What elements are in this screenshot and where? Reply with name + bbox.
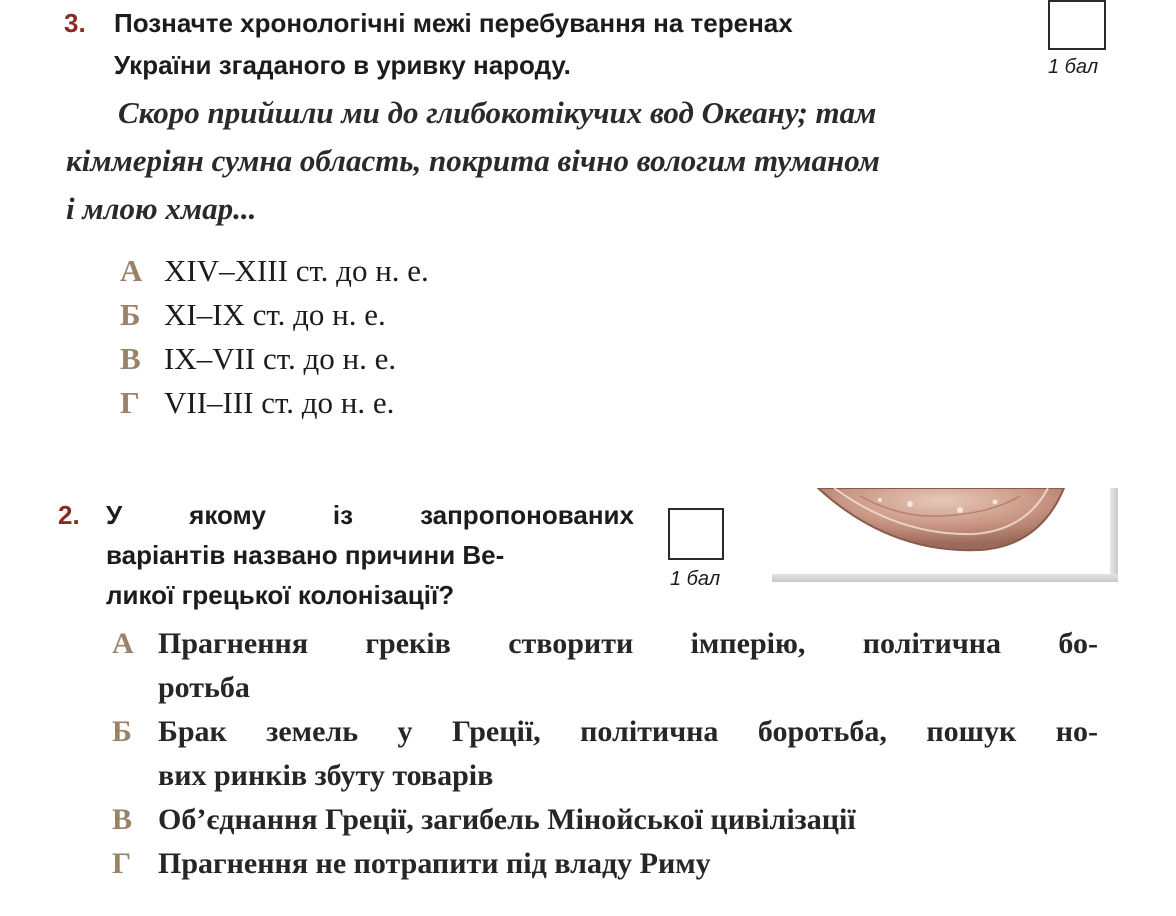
question-2-option-d[interactable] bbox=[112, 842, 711, 886]
question-2-score-box[interactable] bbox=[668, 508, 724, 560]
option-text: IX–VII ст. до н. е. bbox=[164, 341, 397, 376]
option-letter: Г bbox=[112, 847, 132, 880]
question-2-score-label: 1 бал bbox=[670, 568, 721, 590]
question-3-option-c[interactable] bbox=[120, 338, 396, 380]
panel-shadow-bottom bbox=[772, 574, 1118, 582]
question-2-option-b-continuation: вих ринків збуту товарів bbox=[158, 759, 494, 792]
question-3-text-line-2: України згаданого в уривку народу. bbox=[114, 50, 571, 80]
option-letter: В bbox=[120, 341, 141, 376]
question-3-option-d[interactable] bbox=[120, 382, 394, 424]
option-letter: Б bbox=[120, 297, 141, 332]
option-text-line-1: Брак земель у Греції, політична боротьба, пошук но- bbox=[158, 715, 1098, 748]
question-2-option-b[interactable] bbox=[112, 710, 1098, 754]
question-2-option-a[interactable] bbox=[112, 622, 1098, 666]
panel-shadow-right bbox=[1110, 488, 1118, 582]
question-3-option-b[interactable] bbox=[120, 294, 386, 336]
option-letter: Г bbox=[120, 385, 140, 420]
option-text: Прагнення не потрапити під владу Риму bbox=[158, 847, 711, 880]
option-text: XI–IX ст. до н. е. bbox=[164, 297, 386, 332]
question-3-score-box[interactable] bbox=[1048, 0, 1106, 50]
question-3-number: 3. bbox=[64, 8, 86, 38]
quote-line-3: і млою хмар... bbox=[66, 191, 257, 226]
question-2-text-line-2: варіантів названо причини Ве- bbox=[106, 540, 505, 570]
question-3-score-label: 1 бал bbox=[1048, 56, 1099, 78]
option-letter: Б bbox=[112, 715, 132, 748]
question-2-option-a-continuation: ротьба bbox=[158, 671, 250, 704]
coin-icon bbox=[760, 488, 1120, 582]
option-text: VII–III ст. до н. е. bbox=[164, 385, 395, 420]
option-text: Об’єднання Греції, загибель Мінойської цивілізації bbox=[158, 803, 856, 836]
option-text: XIV–XIII ст. до н. е. bbox=[164, 253, 429, 288]
option-letter: А bbox=[120, 253, 143, 288]
question-2-text-line-1: У якому із запропонованих bbox=[106, 500, 634, 530]
option-letter: В bbox=[112, 803, 133, 836]
quote-line-1: Скоро прийшли ми до глибокотікучих вод Океану; там bbox=[118, 95, 877, 130]
question-3-text-line-1: Позначте хронологічні межі перебування на теренах bbox=[114, 8, 793, 38]
quote-line-2: кіммеріян сумна область, покрита вічно вологим туманом bbox=[66, 143, 880, 178]
question-2-number: 2. bbox=[58, 500, 80, 530]
question-2-text-line-3: ликої грецької колонізації? bbox=[106, 580, 455, 610]
question-3-option-a[interactable] bbox=[120, 250, 429, 292]
coin-illustration bbox=[760, 488, 1120, 582]
option-text-line-1: Прагнення греків створити імперію, політична бо- bbox=[158, 627, 1098, 660]
option-letter: А bbox=[112, 627, 134, 660]
question-2-option-c[interactable] bbox=[112, 798, 856, 842]
